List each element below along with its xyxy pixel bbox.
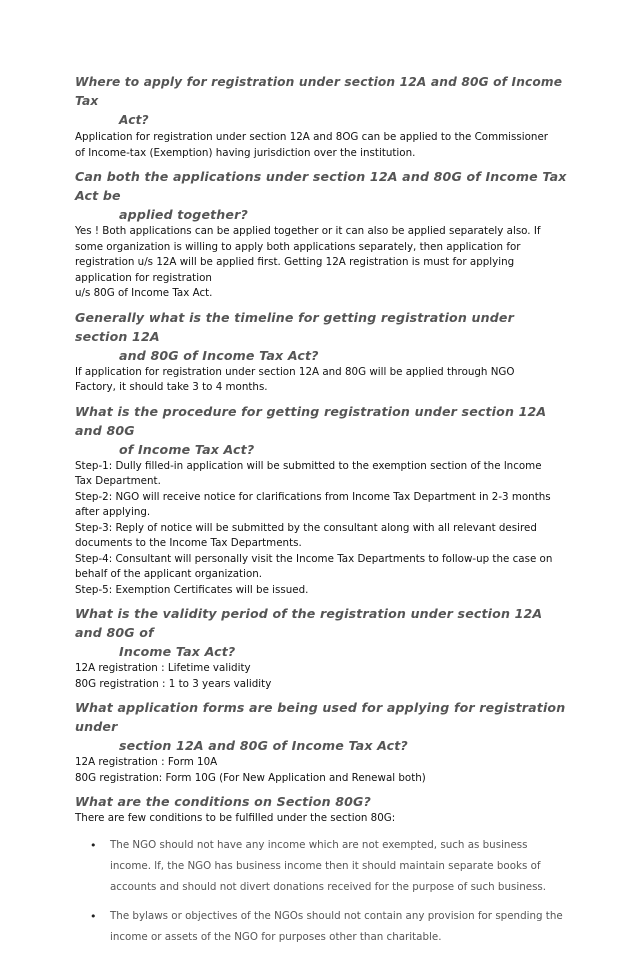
question-line-1: What is the procedure for getting registration under section 12A and 80G — [75, 403, 547, 438]
faq-answer: Step-1: Dully filled-in application will be submitted to the exemption section of the lncome Tax Department. Step-2: NGO will receive notice for clarifications from Income Tax Department in 2-3 months after applying. Step-3: Reply of notice will be submitted by the consultant along with all relevant desired documents to the Income Tax Departments. Step-4: Consultant will personally visit the Income Tax Departments to follow-up the case on behalf of the applicant organization. Step-5: Exemption Certificates will be issued. — [75, 459, 553, 596]
faq-section-validity — [75, 604, 567, 692]
question-line-1: What are the conditions on Section 80G? — [75, 794, 371, 809]
faq-section-procedure — [75, 402, 567, 599]
faq-answer: 12A registration : Form 10A 80G registration: Form 10G (For New Application and Renewal both) — [75, 756, 426, 784]
faq-question — [75, 167, 567, 224]
question-line-2: of Income Tax Act? — [119, 441, 255, 457]
question-line-2: Income Tax Act? — [119, 644, 236, 659]
faq-question — [75, 402, 567, 459]
faq-answer: Yes ! Both applications can be applied together or it can also be applied separately also. If some organization is willing to apply both applications separately, then application for registration u/s 12A will be applied first. Getting 12A registration is must for applying application for registration u/s 80G of Income Tax Act. — [75, 225, 541, 299]
condition-text: The NGO should not have any income which are not exempted, such as business income. lf, the NGO has business income then it should maintain separate books of accounts and should not divert donations received for the purpose of such business. — [110, 838, 547, 893]
faq-question — [75, 604, 567, 661]
faq-question — [75, 73, 567, 130]
faq-question — [75, 792, 567, 811]
question-line-1: Where to apply for registration under section 12A and 80G of Income Tax — [75, 75, 563, 108]
faq-section-apply-together — [75, 167, 567, 302]
faq-answer: Application for registration under section 12A and 8OG can be applied to the Commissioner of Income-tax (Exemption) having jurisdiction over the institution. — [75, 131, 549, 159]
question-line-1: What is the validity period of the registration under section 12A and 80G of — [75, 606, 543, 640]
question-line-2: and 80G of Income Tax Act? — [119, 347, 319, 363]
faq-answer: 12A registration : Lifetime validity 80G registration : 1 to 3 years validity — [75, 662, 272, 690]
bullet-icon: • — [90, 838, 97, 852]
list-item — [75, 906, 567, 948]
faq-answer: If application for registration under section 12A and 80G will be applied through NGO Factory, it should take 3 to 4 months. — [75, 365, 515, 393]
question-line-2: applied together? — [119, 207, 248, 222]
question-line-1: What application forms are being used for applying for registration under — [75, 700, 566, 734]
document-page — [75, 73, 567, 956]
faq-section-where-to-apply — [75, 73, 567, 161]
condition-text: The bylaws or objectives of the NGOs should not contain any provision for spending the income or assets of the NGO for purposes other than charitable. — [110, 909, 563, 943]
question-line-1: Can both the applications under section 12A and 80G of Income Tax Act be — [75, 169, 567, 203]
question-line-1: Generally what is the timeline for getting registration under section 12A — [75, 309, 514, 344]
question-line-2: Act? — [119, 113, 149, 127]
faq-section-timeline — [75, 308, 567, 396]
faq-answer: There are few conditions to be fulfilled under the section 80G: — [75, 812, 396, 824]
list-item — [75, 835, 567, 898]
faq-question — [75, 698, 567, 755]
conditions-list — [75, 835, 567, 948]
bullet-icon: • — [90, 909, 97, 923]
question-line-2: section 12A and 80G of Income Tax Act? — [119, 738, 408, 753]
faq-question — [75, 308, 567, 365]
faq-section-conditions — [75, 792, 567, 948]
faq-section-forms — [75, 698, 567, 786]
